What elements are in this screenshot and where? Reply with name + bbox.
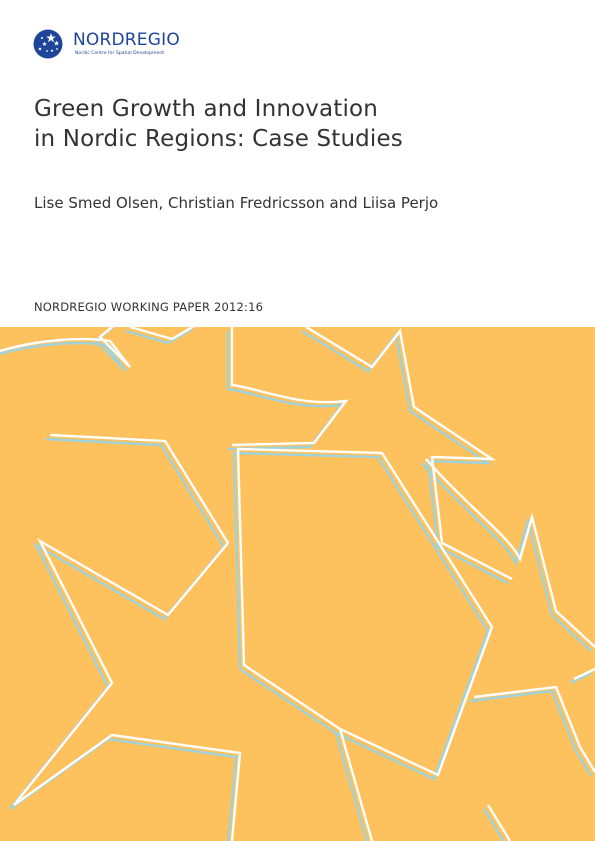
star-pattern-artwork [0,327,595,841]
report-title-line-2: in Nordic Regions: Case Studies [34,126,403,152]
logo-wordmark: NORDREGIO [73,30,180,50]
nordregio-star-globe-icon [33,29,63,59]
working-paper-series: NORDREGIO WORKING PAPER 2012:16 [34,300,264,314]
nordregio-logo [33,29,193,61]
report-title [34,94,574,154]
logo-tagline: Nordic Centre for Spatial Development [75,51,165,56]
star-pattern-graphic [0,327,595,841]
report-authors: Lise Smed Olsen, Christian Fredricsson and Liisa Perjo [34,194,439,212]
report-title-line-1: Green Growth and Innovation [34,96,378,122]
